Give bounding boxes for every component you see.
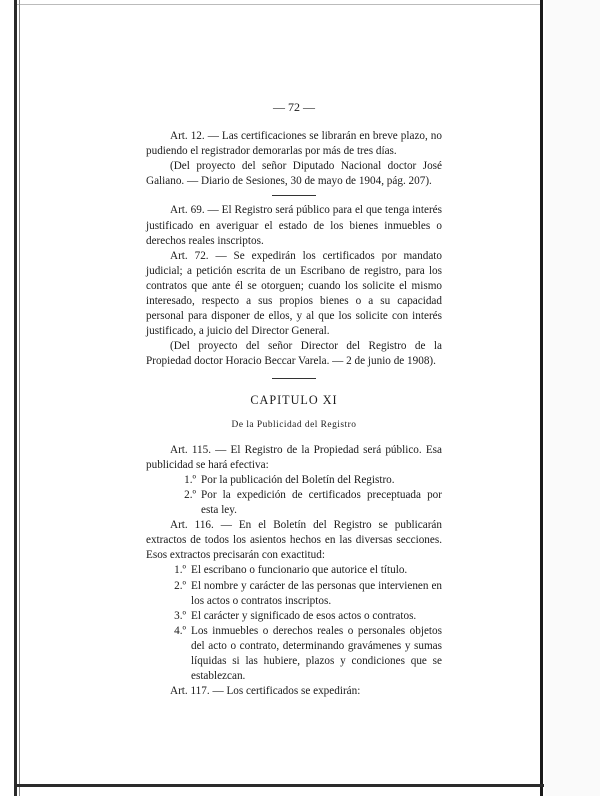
separator-rule: [272, 195, 316, 196]
list-item: [170, 563, 442, 578]
article-72: Art. 72. — Se expedirán los certificados por mandato judicial; a petición escrita de un Escribano de registro, para los contratos que ante él se otorguen; cuando los solicite el mismo interesado, respecto a sus propios bienes o a su capacidad personal para disponer de ellos, y al que los solicite con interés justificado, a juicio del Director General.: [146, 249, 442, 338]
scan-edge-top: [14, 4, 542, 5]
list-item-text: El carácter y significado de esos actos o contratos.: [191, 609, 417, 622]
list-item: [170, 624, 442, 684]
list-item: [170, 579, 442, 609]
list-item-number: 4.º: [174, 624, 186, 637]
article-117: Art. 117. — Los certificados se expedirán:: [170, 685, 361, 698]
source-note-1: (Del proyecto del señor Diputado Nacional doctor José Galiano. — Diario de Sesiones, 30 de mayo de 1904, pág. 207).: [146, 160, 442, 188]
article-12: Art. 12. — Las certificaciones se librarán en breve plazo, no pudiendo el registrador demorarlas por más de tres días.: [146, 130, 442, 158]
list-item: [180, 473, 442, 488]
list-item-number: 2.º: [174, 579, 186, 592]
scan-edge-left-inner: [19, 0, 20, 796]
article-69: Art. 69. — El Registro será público para el que tenga interés justificado en averiguar el estado de los bienes inmuebles o derechos reales inscriptos.: [146, 204, 442, 247]
scan-edge-left: [14, 0, 17, 796]
section-title: De la Publicidad del Registro: [231, 419, 357, 430]
page-text: [146, 96, 442, 699]
article-115-intro: Art. 115. — El Registro de la Propiedad será público. Esa publicidad se hará efectiva:: [146, 443, 442, 471]
page-number: — 72 —: [273, 100, 315, 114]
list-item-text: El escribano o funcionario que autorice el título.: [191, 564, 408, 577]
scan-edge-bottom: [14, 784, 544, 787]
source-note-2: (Del proyecto del señor Director del Registro de la Propiedad doctor Horacio Beccar Varela. — 2 de junio de 1908).: [146, 340, 442, 368]
list-item: [180, 488, 442, 518]
scan-edge-right: [540, 0, 543, 796]
separator-rule: [272, 378, 316, 379]
list-item-text: Por la expedición de certificados preceptuada por esta ley.: [201, 488, 442, 517]
article-116-intro: Art. 116. — En el Boletín del Registro se publicarán extractos de todos los asientos hechos en las diversas secciones. Esos extractos precisarán con exactitud:: [146, 519, 442, 562]
list-item-text: El nombre y carácter de las personas que intervienen en los actos o contratos inscriptos.: [191, 579, 442, 607]
list-item-number: 3.º: [174, 609, 186, 622]
scan-margin-right: [545, 0, 600, 796]
list-item-number: 1.º: [184, 473, 196, 486]
list-item-text: Por la publicación del Boletín del Registro.: [201, 473, 395, 486]
list-item-number: 1.º: [174, 564, 186, 577]
list-item: [170, 609, 442, 624]
chapter-title: CAPITULO XI: [250, 392, 338, 407]
list-item-number: 2.º: [184, 488, 196, 501]
list-item-text: Los inmuebles o derechos reales o personales objetos del acto o contrato, determinando gravámenes y sumas líquidas si las hubiere, plazos y condiciones que se establezcan.: [191, 624, 442, 683]
